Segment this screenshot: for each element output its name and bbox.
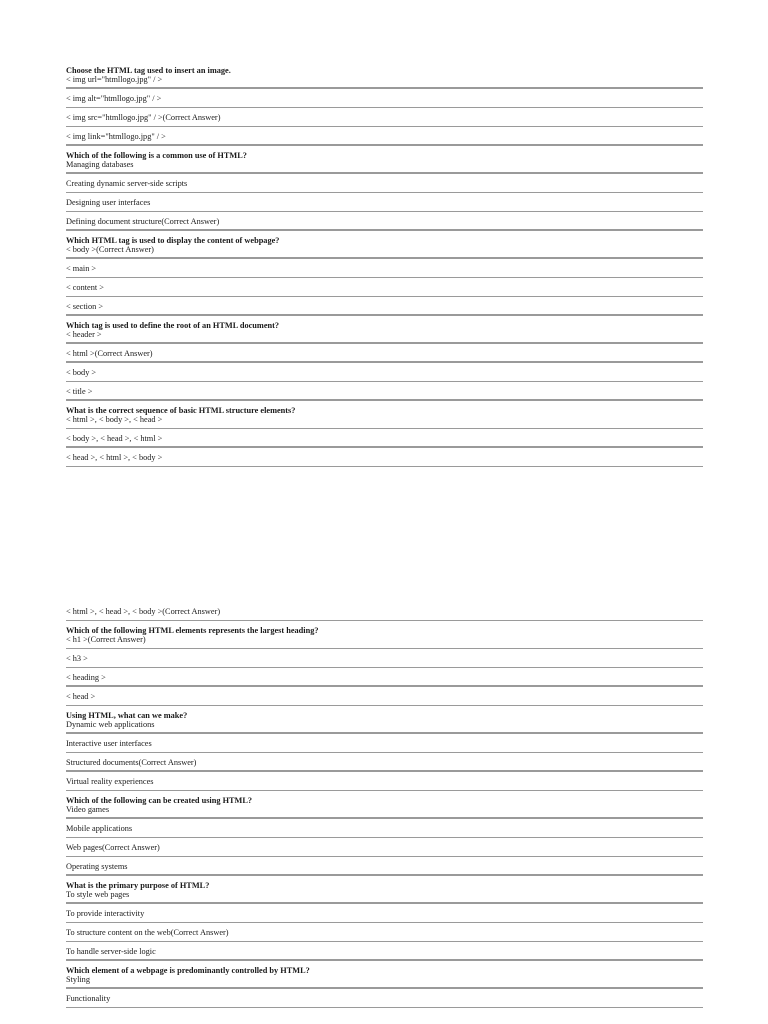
question-text: Which of the following is a common use of HTML? <box>66 151 247 160</box>
answer-option: < head >, < html >, < body > <box>66 453 163 462</box>
answer-option: < heading > <box>66 673 106 682</box>
answer-option: Virtual reality experiences <box>66 777 154 786</box>
answer-option: < body >(Correct Answer) <box>66 245 154 254</box>
answer-option: < content > <box>66 283 104 292</box>
answer-option: Mobile applications <box>66 824 133 833</box>
answer-option: < header > <box>66 330 102 339</box>
divider <box>66 959 703 961</box>
divider <box>66 296 703 297</box>
divider <box>66 229 703 231</box>
answer-option: < html >, < body >, < head > <box>66 415 163 424</box>
divider <box>66 770 703 772</box>
divider <box>66 987 703 989</box>
divider <box>66 381 703 382</box>
divider <box>66 856 703 857</box>
question-text: Which of the following can be created using HTML? <box>66 796 253 805</box>
divider <box>66 752 703 753</box>
divider <box>66 648 703 649</box>
divider <box>66 277 703 278</box>
divider <box>66 685 703 687</box>
answer-option: Defining document structure(Correct Answer) <box>66 217 220 226</box>
answer-option: < img link="htmllogo.jpg" / > <box>66 132 166 141</box>
answer-option: < html >(Correct Answer) <box>66 349 153 358</box>
answer-option: To handle server-side logic <box>66 947 156 956</box>
answer-option: To style web pages <box>66 890 130 899</box>
answer-option: Designing user interfaces <box>66 198 151 207</box>
divider <box>66 922 703 923</box>
answer-option: < title > <box>66 387 93 396</box>
answer-option: Functionality <box>66 994 111 1003</box>
divider <box>66 790 703 791</box>
question-text: Using HTML, what can we make? <box>66 711 188 720</box>
answer-option: Structured documents(Correct Answer) <box>66 758 197 767</box>
answer-option: Web pages(Correct Answer) <box>66 843 160 852</box>
divider <box>66 342 703 344</box>
question-text: Choose the HTML tag used to insert an image. <box>66 66 231 75</box>
answer-option: Operating systems <box>66 862 128 871</box>
question-text: Which of the following HTML elements represents the largest heading? <box>66 626 319 635</box>
divider <box>66 399 703 401</box>
answer-option: < body > <box>66 368 97 377</box>
answer-option: Interactive user interfaces <box>66 739 152 748</box>
divider <box>66 361 703 363</box>
answer-option: Creating dynamic server-side scripts <box>66 179 188 188</box>
divider <box>66 941 703 942</box>
divider <box>66 902 703 904</box>
divider <box>66 466 703 467</box>
divider <box>66 172 703 174</box>
answer-option: Dynamic web applications <box>66 720 155 729</box>
divider <box>66 620 703 621</box>
divider <box>66 874 703 876</box>
quiz-page-2 <box>66 606 703 1012</box>
answer-option: < img src="htmllogo.jpg" / >(Correct Answer) <box>66 113 221 122</box>
answer-option: To provide interactivity <box>66 909 145 918</box>
answer-option: < html >, < head >, < body >(Correct Answer) <box>66 607 221 616</box>
answer-option: < main > <box>66 264 97 273</box>
divider <box>66 257 703 259</box>
quiz-page-1 <box>66 65 703 471</box>
divider <box>66 314 703 316</box>
divider <box>66 211 703 212</box>
question-text: What is the primary purpose of HTML? <box>66 881 210 890</box>
question-text: What is the correct sequence of basic HTML structure elements? <box>66 406 296 415</box>
answer-option: < img alt="htmllogo.jpg" / > <box>66 94 162 103</box>
answer-option: < img url="htmllogo.jpg" / > <box>66 75 163 84</box>
divider <box>66 144 703 146</box>
question-text: Which HTML tag is used to display the content of webpage? <box>66 236 280 245</box>
answer-option: < h1 >(Correct Answer) <box>66 635 146 644</box>
answer-option: Video games <box>66 805 110 814</box>
divider <box>66 446 703 448</box>
answer-option: Styling <box>66 975 90 984</box>
answer-option: < body >, < head >, < html > <box>66 434 163 443</box>
answer-option: < h3 > <box>66 654 88 663</box>
answer-option: < section > <box>66 302 104 311</box>
divider <box>66 817 703 819</box>
divider <box>66 667 703 668</box>
divider <box>66 87 703 89</box>
question-text: Which element of a webpage is predominantly controlled by HTML? <box>66 966 310 975</box>
divider <box>66 126 703 127</box>
divider <box>66 837 703 838</box>
divider <box>66 192 703 193</box>
divider <box>66 1007 703 1008</box>
answer-option: To structure content on the web(Correct Answer) <box>66 928 229 937</box>
divider <box>66 705 703 706</box>
answer-option: Managing databases <box>66 160 134 169</box>
answer-option: < head > <box>66 692 96 701</box>
divider <box>66 428 703 429</box>
divider <box>66 107 703 108</box>
divider <box>66 732 703 734</box>
question-text: Which tag is used to define the root of an HTML document? <box>66 321 280 330</box>
